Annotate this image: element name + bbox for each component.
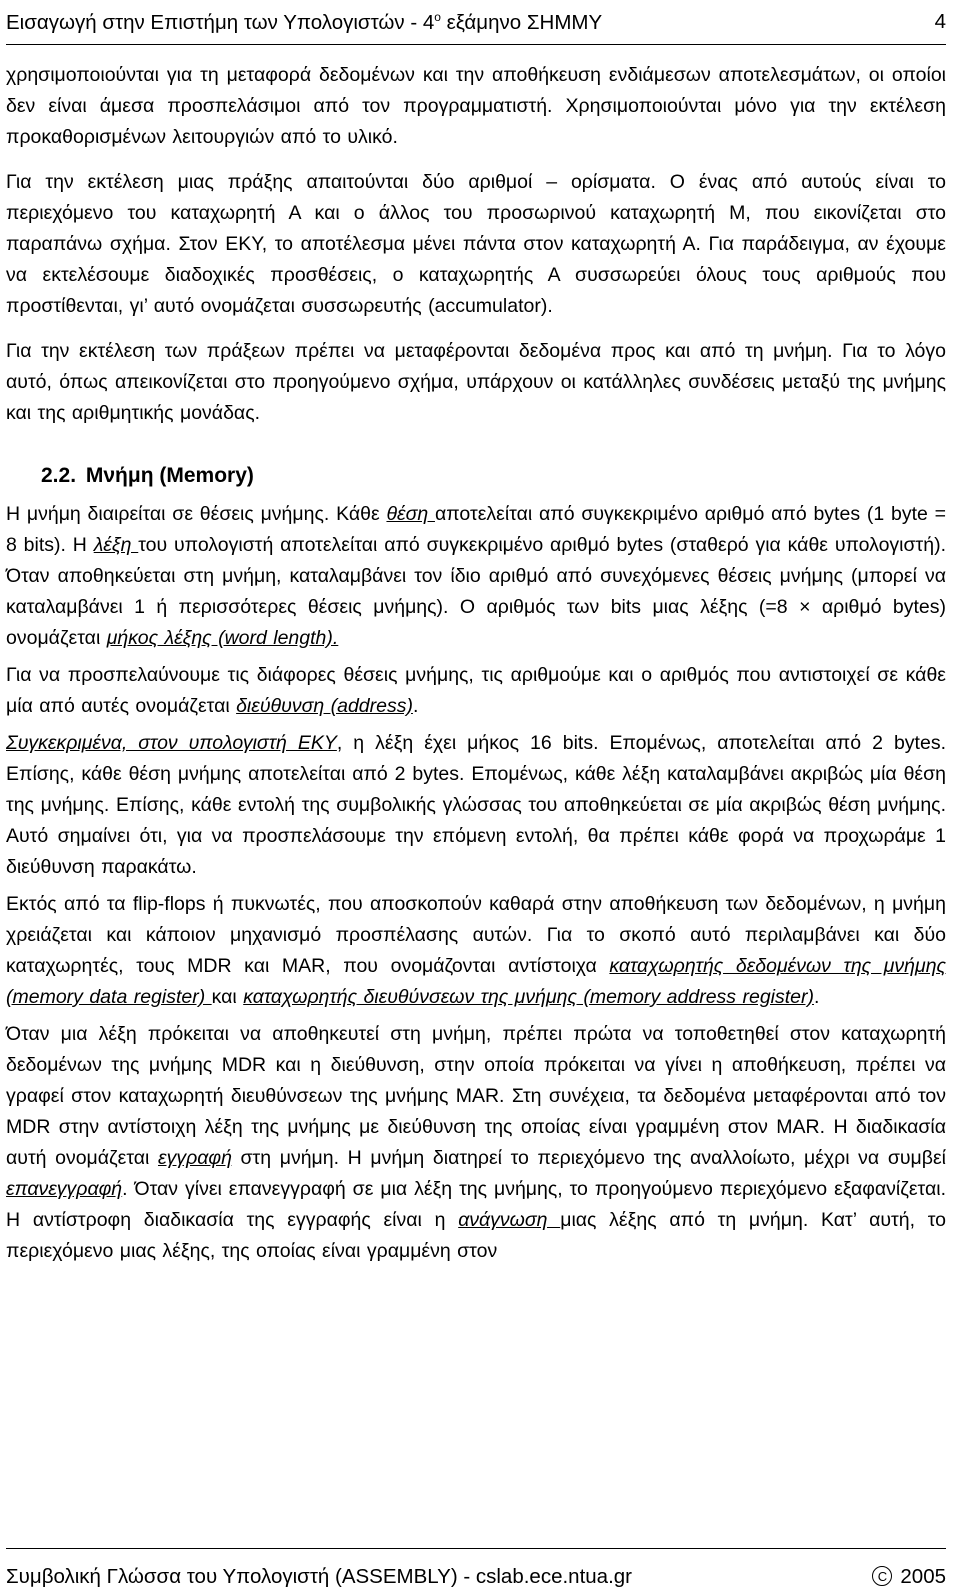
header-title-rest: εξάμηνο ΣΗΜΜΥ: [440, 10, 603, 34]
text-run: .: [814, 986, 820, 1008]
footer-text: Συμβολική Γλώσσα του Υπολογιστή (ASSEMBLY) - cslab.ece.ntua.gr: [6, 1565, 633, 1588]
paragraph-eky-word: [6, 728, 946, 883]
paragraph-data-transfer: Για την εκτέλεση των πράξεων πρέπει να μεταφέρονται δεδομένα προς και από τη μνήμη. Για το λόγο αυτό, όπως απεικονίζεται στο προηγούμενο σχήμα, υπάρχουν οι κατάλληλες συνδέσεις μεταξύ της μνήμης και της αριθμητικής μονάδας.: [6, 340, 946, 424]
text-run: Εκτός από τα flip-flops ή πυκνωτές, που αποσκοπούν καθαρά στην αποθήκευση των δεδομένων, η μνήμη χρειάζεται και κάποιον μηχανισμό προσπέλασης αυτών. Για το σκοπό αυτό περιλαμβάνει και δύο καταχωρητές, τους MDR και MAR, που ονομάζονται αντίστοιχα: [6, 893, 946, 977]
page-footer: [6, 1548, 946, 1589]
term-mar: καταχωρητής διευθύνσεων της μνήμης (memory address register): [243, 986, 814, 1008]
text-run: . Όταν γίνει επανεγγραφή σε μια λέξη της μνήμης, το προηγούμενο περιεχόμενο εξαφανίζεται. Η αντίστροφη διαδικασία της εγγραφής είναι η: [6, 1178, 946, 1231]
paragraph-read-write: [6, 1019, 946, 1267]
text-run: .: [412, 695, 419, 717]
paragraph-addressing: [6, 660, 946, 722]
term-address: διεύθυνση (address): [236, 695, 413, 717]
paragraph-memory-words: [6, 499, 946, 654]
term-rewrite: επανεγγραφή: [6, 1178, 123, 1200]
page-body: [6, 60, 946, 1273]
header-title-superscript: ο: [434, 9, 441, 24]
text-run: μιας λέξης από τη μνήμη. Κατ’ αυτή, το περιεχόμενο μιας λέξης, της οποίας είναι γραμμένη στον: [6, 1209, 947, 1262]
footer-copyright: [872, 1565, 946, 1589]
term-mdr: καταχωρητής δεδομένων της μνήμης (memory data register): [6, 955, 946, 1008]
copyright-icon: C: [872, 1566, 892, 1586]
text-run: Η μνήμη διαιρείται σε θέσεις μνήμης. Κάθε: [6, 503, 387, 525]
page-number: 4: [934, 10, 946, 33]
term-write: εγγραφή: [158, 1147, 232, 1169]
text-run: , η λέξη έχει μήκος 16 bits. Επομένως, αποτελείται από 2 bytes. Επίσης, κάθε θέση μνήμης αποτελείται από 2 bytes. Επομένως, κάθε λέξη καταλαμβάνει ακριβώς μία θέση της μνήμης. Επίσης, κάθε εντολή της συμβολικής γλώσσας του αποθηκεύεται σε μία ακριβώς θέση μνήμης. Αυτό σημαίνει ότι, για να προσπελάσουμε την επόμενη εντολή, θα πρέπει κάθε φορά να προχωράμε 1 διεύθυνση παρακάτω.: [6, 732, 946, 878]
footer-year: 2005: [900, 1565, 946, 1588]
text-run: Όταν μια λέξη πρόκειται να αποθηκευτεί στη μνήμη, πρέπει πρώτα να τοποθετηθεί στον καταχωρητή δεδομένων της μνήμης MDR και η διεύθυνση, στην οποία πρόκειται να γίνει η αποθήκευση, πρέπει να γραφεί στον καταχωρητή διευθύνσεων της μνήμης MAR. Στη συνέχεια, τα δεδομένα μεταφέρονται από τον MDR στην αντίστοιχη λέξη της μνήμης με διεύθυνση της οποίας είναι γραμμένη στον MAR. Η διαδικασία αυτή ονομάζεται: [6, 1023, 946, 1169]
paragraph-operands: Για την εκτέλεση μιας πράξης απαιτούνται δύο αριθμοί – ορίσματα. Ο ένας από αυτούς είναι το περιεχόμενο του καταχωρητή Α και ο άλλος του προσωρινού καταχωρητή Μ, που εικονίζεται στο παραπάνω σχήμα. Στον ΕΚΥ, το αποτέλεσμα μένει πάντα στον καταχωρητή Α. Για παράδειγμα, αν έχουμε να εκτελέσουμε διαδοχικές προσθέσεις, ο καταχωρητής Α συσσωρεύει όλους τους αριθμούς που προστίθενται, γι’ αυτό ονομάζεται συσσωρευτής (accumulator).: [6, 171, 946, 317]
header-title: [6, 10, 602, 35]
term-eky: Συγκεκριμένα, στον υπολογιστή ΕΚΥ: [6, 732, 337, 754]
section-number: 2.2.: [41, 464, 77, 487]
term-word: λέξη: [93, 534, 139, 556]
header-title-main: Εισαγωγή στην Επιστήμη των Υπολογιστών - 4: [6, 10, 435, 34]
text-run: Για να προσπελαύνουμε τις διάφορες θέσεις μνήμης, τις αριθμούμε και ο αριθμός που αντιστοιχεί σε κάθε μία από αυτές ονομάζεται: [6, 664, 946, 717]
page-header: [6, 0, 946, 45]
term-position: θέση: [386, 503, 435, 525]
paragraph-mdr-mar: [6, 889, 946, 1013]
term-word-length: μήκος λέξης (word length).: [106, 627, 339, 649]
section-title: Μνήμη (Memory): [85, 464, 254, 487]
text-run: και: [211, 986, 244, 1008]
text-run: του υπολογιστή αποτελείται από συγκεκριμένο αριθμό bytes (σταθερό για κάθε υπολογιστή). Όταν αποθηκεύεται στη μνήμη, καταλαμβάνει τον ίδιο αριθμό από συνεχόμενες θέσεις μνήμης (μπορεί να καταλαμβάνει 1 ή περισσότερες θέσεις μνήμης). Ο αριθμός των bits μιας λέξης (=8 × αριθμό bytes) ονομάζεται: [6, 534, 947, 649]
term-read: ανάγνωση: [458, 1209, 561, 1231]
text-run: αποτελείται από συγκεκριμένο αριθμό από bytes (1 byte = 8 bits). Η: [6, 503, 946, 556]
section-heading-memory: [41, 461, 946, 491]
text-run: στη μνήμη. Η μνήμη διατηρεί το περιεχόμενο της αναλλοίωτο, μέχρι να συμβεί: [231, 1147, 947, 1169]
paragraph-registers-usage: χρησιμοποιούνται για τη μεταφορά δεδομένων και την αποθήκευση ενδιάμεσων αποτελεσμάτων, οι οποίοι δεν είναι άμεσα προσπελάσιμοι από τον προγραμματιστή. Χρησιμοποιούνται μόνο για την εκτέλεση προκαθορισμένων λειτουργιών από το υλικό.: [6, 64, 946, 148]
